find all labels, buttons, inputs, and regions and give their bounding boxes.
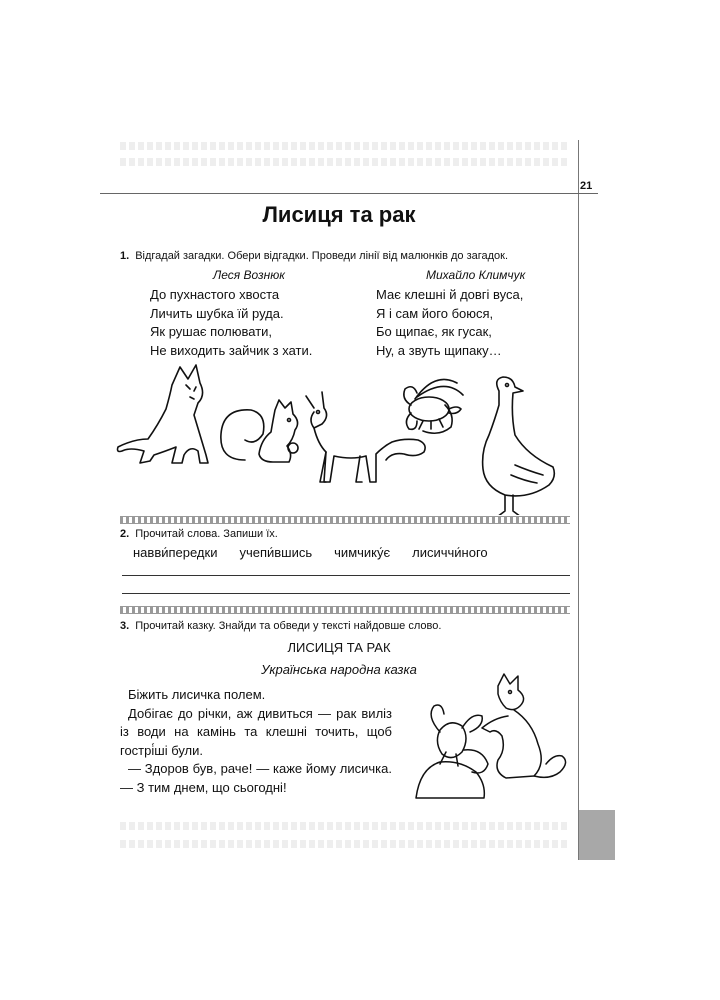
word-item: чимчику́є <box>334 545 391 560</box>
riddle-right-author: Михайло Климчук <box>426 268 526 282</box>
story-paragraph: — Здоров був, раче! — каже йому лисичка. — З тим днем, що сьогодні! <box>120 761 392 795</box>
story-paragraph: Біжить лисичка полем. <box>128 687 266 702</box>
task-1-number: 1. <box>120 250 130 262</box>
bleed-through-bottom-2 <box>120 840 570 848</box>
animal-drawings <box>110 355 580 515</box>
page-tab-marker <box>579 810 615 860</box>
riddle-left-line: Личить шубка їй руда. <box>150 305 284 321</box>
riddle-right-line: Має клешні й довгі вуса, <box>376 287 524 302</box>
writing-line[interactable] <box>122 593 570 594</box>
riddle-right-line: Я і сам його боюся, <box>376 305 494 321</box>
task-2-text: Прочитай слова. Запиши їх. <box>135 528 278 540</box>
riddle-right-line: Ну, а звуть щипаку… <box>376 342 502 358</box>
wolf-icon <box>118 365 209 463</box>
story-text <box>120 686 392 797</box>
section-divider <box>120 516 570 524</box>
goose-icon <box>483 377 555 515</box>
task-1-text: Відгадай загадки. Обери відгадки. Проведи лінії від малюнків до загадок. <box>135 250 509 262</box>
riddle-left-line: Як рушає полювати, <box>150 324 273 339</box>
bleed-through-top-1 <box>120 142 570 150</box>
riddle-right <box>376 286 523 360</box>
crayfish-on-rock-icon <box>416 705 488 798</box>
task-1-instruction <box>120 250 508 262</box>
task-2-number: 2. <box>120 528 130 540</box>
riddle-left <box>150 286 312 360</box>
riddle-left-line: До пухнастого хвоста <box>150 287 280 302</box>
squirrel-icon <box>221 400 298 462</box>
task-3-number: 3. <box>120 620 130 632</box>
header-rule-margin <box>578 193 598 194</box>
fox-icon <box>306 392 425 482</box>
word-item: лисиччи́ного <box>412 545 488 560</box>
writing-line[interactable] <box>122 575 570 576</box>
page-number: 21 <box>580 180 593 192</box>
story-paragraph: Добігає до річки, аж дивиться — рак виліз із води на камінь та клешні точить, щоб гострі́ші були. <box>120 705 392 758</box>
fox-and-crayfish-illustration <box>410 672 575 802</box>
page-title: Лисиця та рак <box>262 202 416 227</box>
word-list <box>133 545 573 560</box>
riddle-left-line: Не виходить зайчик з хати. <box>150 342 313 358</box>
fox-sitting-icon <box>482 674 566 778</box>
task-3-text: Прочитай казку. Знайди та обведи у тексті найдовше слово. <box>135 620 442 632</box>
task-2-instruction <box>120 528 278 540</box>
bleed-through-bottom-1 <box>120 822 570 830</box>
story-subtitle: Українська народна казка <box>261 662 417 677</box>
task-3-instruction <box>120 620 441 632</box>
story-title: ЛИСИЦЯ ТА РАК <box>287 640 391 655</box>
riddle-right-line: Бо щипає, як гусак, <box>376 324 492 339</box>
header-rule <box>100 193 578 194</box>
word-item: навви́передки <box>133 545 218 560</box>
section-divider <box>120 606 570 614</box>
bleed-through-top-2 <box>120 158 570 166</box>
word-item: учепи́вшись <box>239 545 313 560</box>
riddle-left-author: Леся Вознюк <box>213 268 285 282</box>
crayfish-icon <box>404 379 463 433</box>
